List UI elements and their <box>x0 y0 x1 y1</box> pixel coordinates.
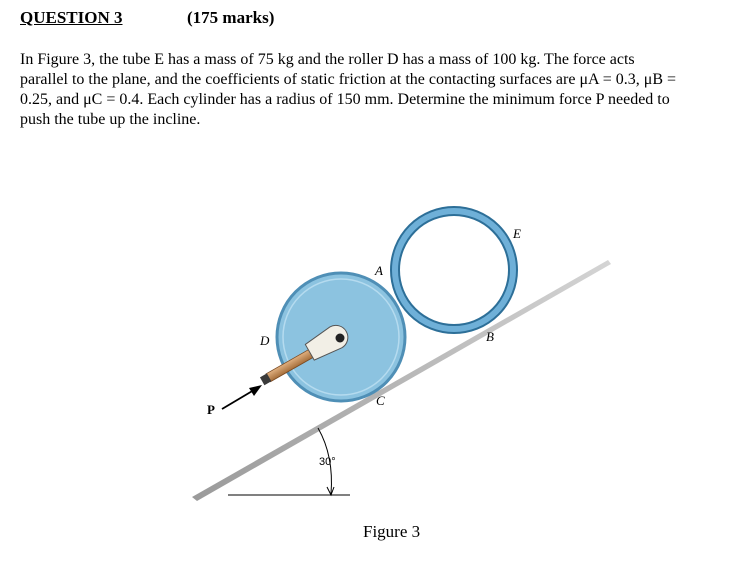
force-arrow-shaft <box>222 390 254 409</box>
label-b: B <box>486 329 494 344</box>
angle-arrow-icon <box>327 487 334 495</box>
label-e: E <box>513 226 521 241</box>
label-p: P <box>207 402 215 417</box>
question-title: QUESTION 3 <box>20 8 123 27</box>
question-marks: (175 marks) <box>187 8 275 27</box>
problem-line-4: push the tube up the incline. <box>20 111 201 128</box>
label-c: C <box>376 393 385 408</box>
force-arrowhead-icon <box>249 385 262 396</box>
problem-line-2: parallel to the plane, and the coefficients of static friction at the contacting surfaces are μA = 0.3, μB = <box>20 71 677 88</box>
label-a: A <box>375 263 383 278</box>
axle-pin <box>336 334 345 343</box>
figure-caption: Figure 3 <box>363 522 421 541</box>
label-angle: 30° <box>319 456 336 468</box>
problem-line-1: In Figure 3, the tube E has a mass of 75 kg and the roller D has a mass of 100 kg. The force acts <box>20 51 635 68</box>
label-d: D <box>260 333 270 348</box>
tube-e-highlight <box>395 211 513 329</box>
problem-line-3: 0.25, and μC = 0.4. Each cylinder has a radius of 150 mm. Determine the minimum force P needed to <box>20 91 670 108</box>
